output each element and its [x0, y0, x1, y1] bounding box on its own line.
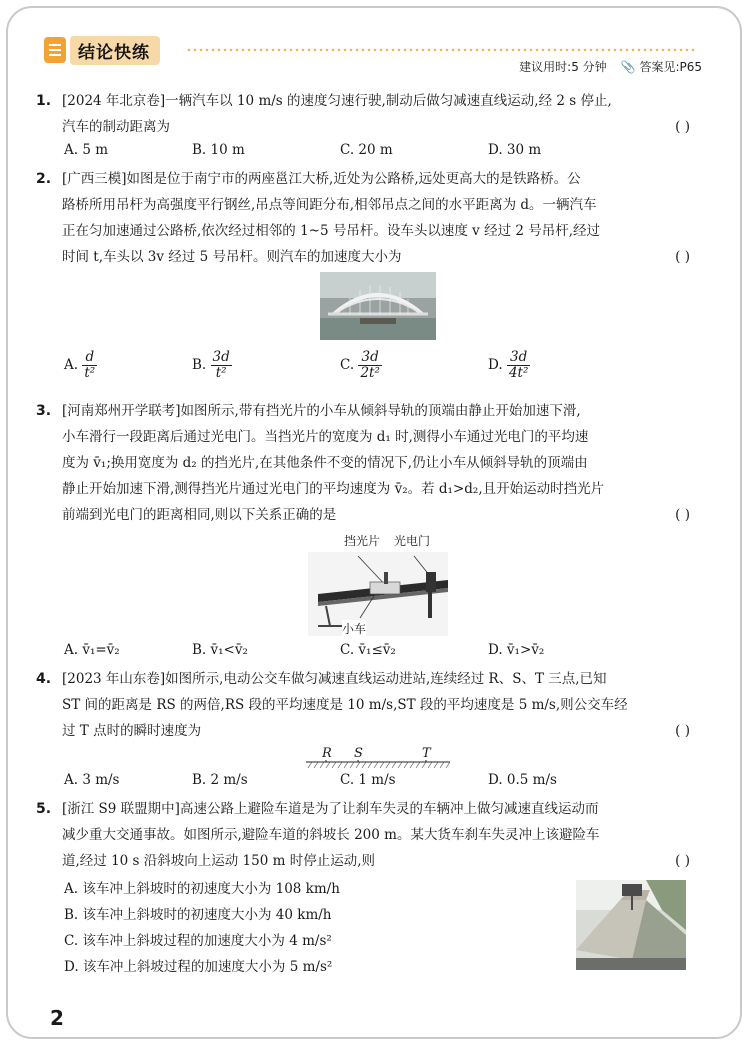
question-text: 减少重大交通事故。如图所示,避险车道的斜坡长 200 m。某大货车刹车失灵冲上该避险车: [62, 827, 600, 843]
option-c: C. 该车冲上斜坡过程的加速度大小为 4 m/s²: [64, 933, 332, 949]
option-a: A. 5 m: [64, 142, 109, 158]
question-3: [36, 398, 696, 528]
option-a: A. 3 m/s: [64, 772, 120, 788]
suggested-time: 建议用时:5 分钟: [519, 60, 607, 74]
question-text: 前端到光电门的距离相同,则以下关系正确的是: [62, 507, 337, 523]
option-c: C. 1 m/s: [340, 772, 396, 788]
notebook-icon: [44, 37, 66, 63]
answer-bracket: ( ): [675, 249, 690, 265]
question-text: 过 T 点时的瞬时速度为: [62, 723, 202, 739]
question-text: [2024 年北京卷]一辆汽车以 10 m/s 的速度匀速行驶,制动后做匀减速直线运动,经 2 s 停止,: [62, 93, 612, 109]
option-b: B. $\frac{3d}{\text{t²}}$: [192, 349, 230, 381]
option-d: D. $\frac{3d}{\text{4t²}}$: [488, 349, 529, 381]
option-c: C. 20 m: [340, 142, 393, 158]
question-text: 道,经过 10 s 沿斜坡向上运动 150 m 时停止运动,则: [62, 853, 376, 869]
question-text: 小车滑行一段距离后通过光电门。当挡光片的宽度为 d₁ 时,测得小车通过光电门的平均速: [62, 429, 589, 445]
label-cart: 小车: [342, 622, 367, 636]
question-5: [36, 796, 696, 874]
question-text: [河南郑州开学联考]如图所示,带有挡光片的小车从倾斜导轨的顶端由静止开始加速下滑,: [62, 403, 581, 419]
question-text: 时间 t,车头以 3v 经过 5 号吊杆。则汽车的加速度大小为: [62, 249, 402, 265]
question-number: 4.: [36, 671, 52, 687]
answer-bracket: ( ): [675, 723, 690, 739]
option-c: C. v̄₁≤v̄₂: [340, 642, 396, 658]
question-2: [36, 166, 696, 270]
option-d: D. v̄₁>v̄₂: [488, 642, 545, 658]
point-t: T: [422, 746, 431, 761]
option-b: B. v̄₁<v̄₂: [192, 642, 248, 658]
question-4: [36, 666, 696, 744]
question-text: [2023 年山东卷]如图所示,电动公交车做匀减速直线运动进站,连续经过 R、S、T 三点,已知: [62, 671, 607, 687]
cart-photo: [308, 552, 448, 636]
cart-photo-figure: [308, 532, 448, 636]
question-text: 路桥所用吊杆为高强度平行钢丝,吊点等间距分布,相邻吊点之间的水平距离为 d。一辆汽车: [62, 197, 597, 213]
option-d: D. 该车冲上斜坡过程的加速度大小为 5 m/s²: [64, 959, 333, 975]
rst-diagram: [306, 746, 450, 772]
question-number: 2.: [36, 171, 52, 187]
answer-ref: 答案见:P65: [639, 60, 702, 74]
ground-line: [306, 760, 450, 770]
option-a: A. v̄₁=v̄₂: [64, 642, 120, 658]
question-number: 3.: [36, 403, 52, 419]
option-a: A. $\frac{d}{\text{t²}}$: [64, 349, 96, 381]
question-number: 1.: [36, 93, 52, 109]
answer-bracket: ( ): [675, 507, 690, 523]
point-s: S: [354, 746, 363, 761]
paperclip-icon: 📎: [620, 60, 636, 74]
question-text: 度为 v̄₁;换用宽度为 d₂ 的挡光片,在其他条件不变的情况下,仍让小车从倾斜导轨的顶端由: [62, 455, 588, 471]
question-number: 5.: [36, 801, 52, 817]
header-meta: [519, 58, 702, 75]
answer-bracket: ( ): [675, 853, 690, 869]
escape-ramp-photo: [576, 880, 686, 970]
bridge-photo: [320, 272, 436, 340]
option-a: A. 该车冲上斜坡时的初速度大小为 108 km/h: [64, 881, 340, 897]
question-text: [浙江 S9 联盟期中]高速公路上避险车道是为了让刹车失灵的车辆冲上做匀减速直线运动而: [62, 801, 599, 817]
header-dotted-rule: [186, 48, 696, 52]
question-text: 汽车的制动距离为: [62, 119, 170, 135]
option-b: B. 2 m/s: [192, 772, 248, 788]
page-number: 2: [50, 1006, 64, 1030]
label-photogate: 光电门: [394, 534, 431, 548]
option-c: C. $\frac{3d}{\text{2t²}}$: [340, 349, 380, 381]
option-d: D. 0.5 m/s: [488, 772, 557, 788]
question-text: 静止开始加速下滑,测得挡光片通过光电门的平均速度为 v̄₂。若 d₁>d₂,且开始运动时挡光片: [62, 481, 605, 497]
section-badge: [44, 36, 160, 64]
label-shutter: 挡光片: [344, 534, 381, 548]
point-r: R: [322, 746, 332, 761]
question-text: [广西三模]如图是位于南宁市的两座邕江大桥,近处为公路桥,远处更高大的是铁路桥。公: [62, 171, 581, 187]
question-text: ST 间的距离是 RS 的两倍,RS 段的平均速度是 10 m/s,ST 段的平均速度是 5 m/s,则公交车经: [62, 697, 628, 713]
question-1: [36, 88, 696, 140]
question-text: 正在匀加速通过公路桥,依次经过相邻的 1~5 号吊杆。设车头以速度 v 经过 2 号吊杆,经过: [62, 223, 601, 239]
answer-bracket: ( ): [675, 119, 690, 135]
section-title: 结论快练: [70, 36, 160, 65]
option-b: B. 10 m: [192, 142, 245, 158]
q5-options: [64, 876, 340, 980]
option-d: D. 30 m: [488, 142, 542, 158]
option-b: B. 该车冲上斜坡时的初速度大小为 40 km/h: [64, 907, 332, 923]
